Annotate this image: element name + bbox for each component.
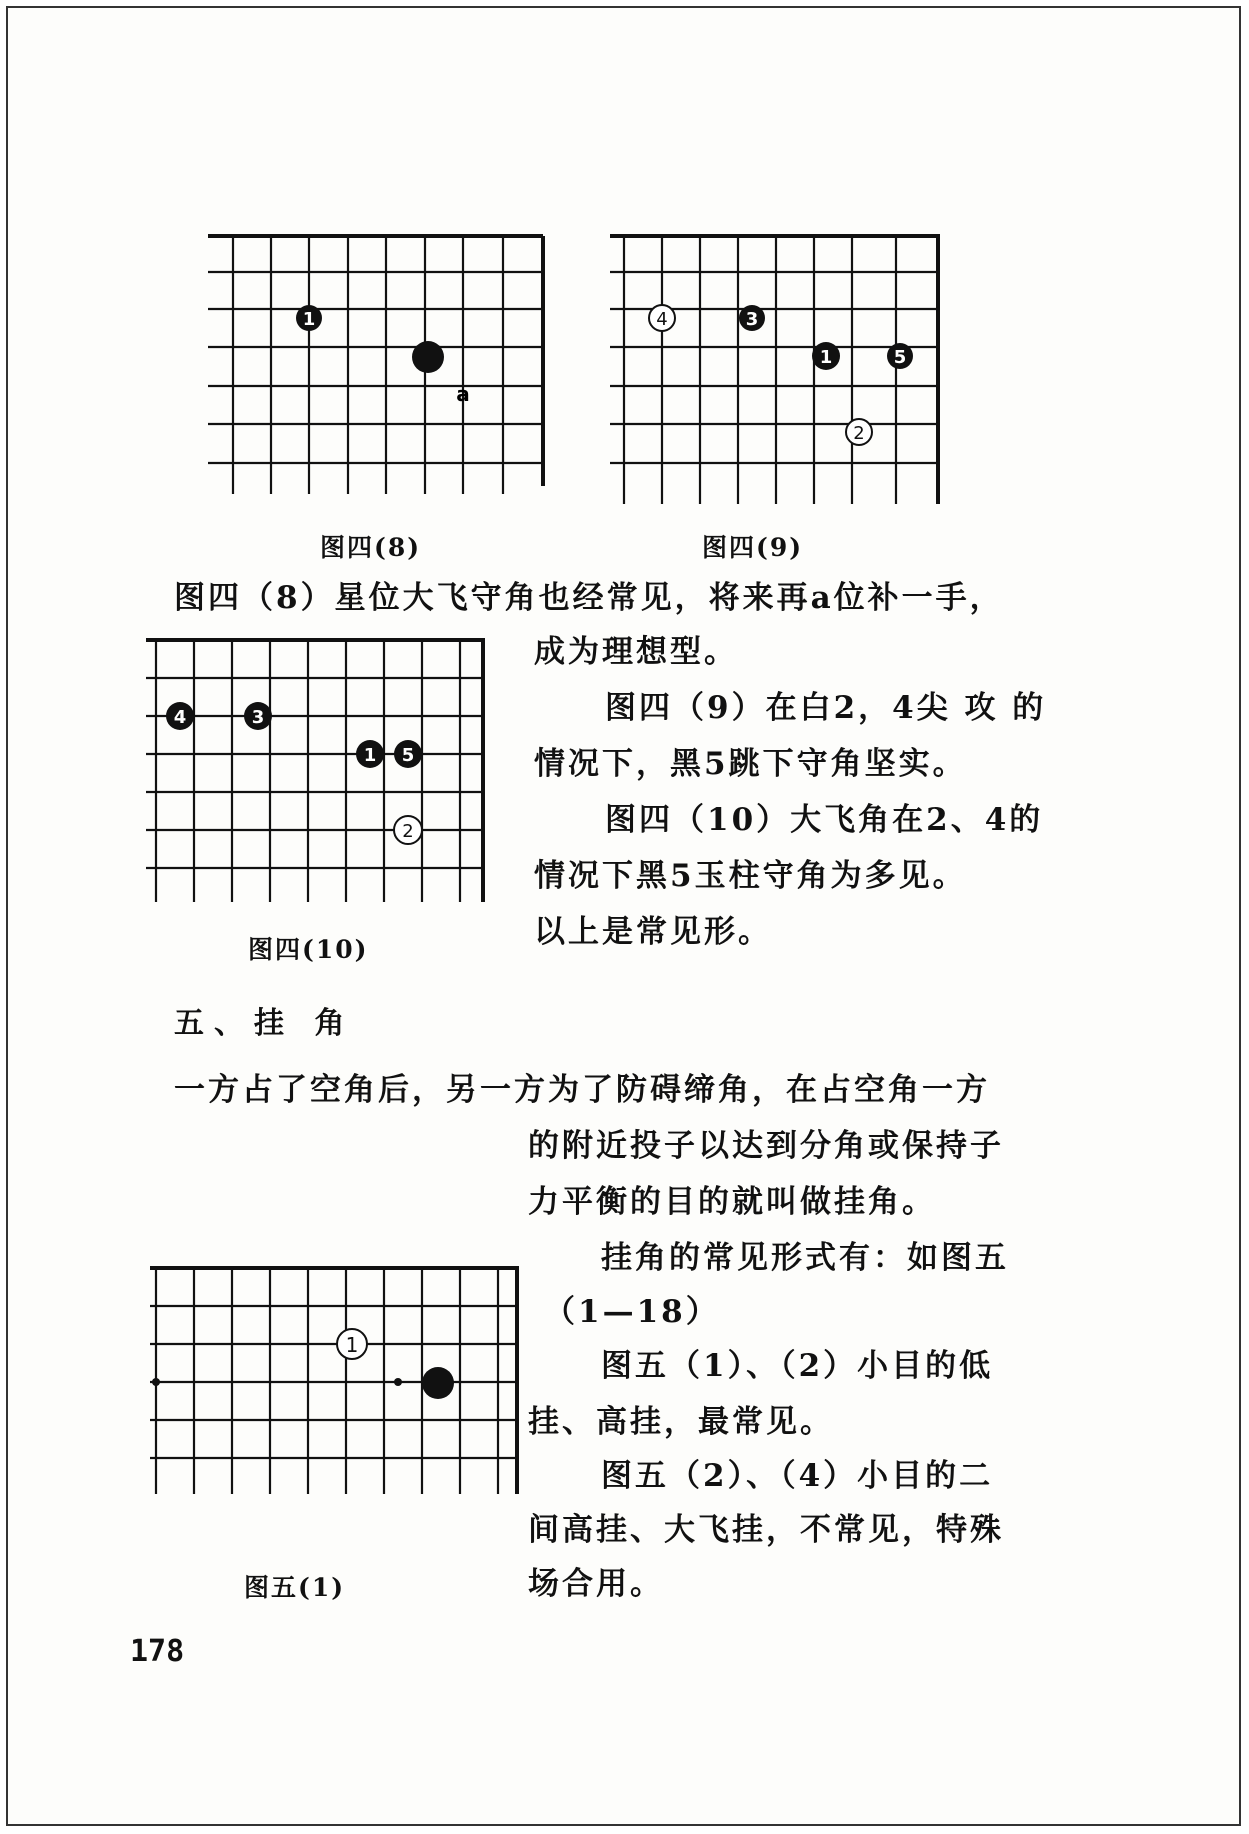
- go-board-fig4-10: [140, 630, 490, 910]
- paragraph-fig4-8-line1: 图四（8）星位大飞守角也经常见，将来再a位补一手，: [174, 580, 1004, 616]
- stone-label-1: 1: [819, 347, 833, 368]
- section-heading: 五、挂 角: [174, 1006, 355, 1041]
- paragraph-fig4-8-line2: 成为理想型。: [534, 634, 738, 670]
- stone-label-5: 5: [893, 347, 907, 368]
- stone-label-1: 1: [302, 309, 316, 330]
- grid-lines-fig4-10: [146, 640, 485, 902]
- stone-label-5: 5: [401, 745, 415, 766]
- caption-fig4-9: 图四(9): [702, 533, 804, 562]
- paragraph-fig5-2-line3: 场合用。: [528, 1566, 664, 1602]
- star-point-left: [152, 1378, 160, 1386]
- paragraph-forms-line1: 挂角的常见形式有：如图五: [601, 1240, 1009, 1276]
- black-stone: [412, 341, 444, 373]
- stone-label-1: 1: [345, 1333, 359, 1357]
- stone-label-2: 2: [853, 423, 865, 444]
- caption-fig4-8: 图四(8): [320, 533, 422, 562]
- board-svg-fig5-1: [144, 1262, 524, 1502]
- grid-lines-fig4-8: [208, 236, 543, 494]
- grid-lines-fig5-1: [150, 1268, 519, 1494]
- paragraph-fig4-9-line1: 图四（9）在白2，4尖 攻 的: [605, 690, 1047, 726]
- paragraph-definition-line1: 一方占了空角后，另一方为了防碍缔角，在占空角一方: [174, 1072, 990, 1108]
- paragraph-fig4-10-line1: 图四（10）大飞角在2、4的: [605, 802, 1044, 838]
- book-page: [6, 6, 1241, 1826]
- stone-label-4: 4: [656, 309, 668, 330]
- black-stone: [422, 1367, 454, 1399]
- point-marker-a: a: [456, 382, 470, 406]
- stone-label-1: 1: [363, 745, 377, 766]
- paragraph-definition-line2: 的附近投子以达到分角或保持子: [528, 1128, 1004, 1164]
- page-number: 178: [130, 1634, 185, 1669]
- caption-fig5-1: 图五(1): [244, 1573, 346, 1602]
- grid-lines-fig4-9: [610, 236, 940, 504]
- stone-label-3: 3: [251, 707, 265, 728]
- paragraph-definition-line3: 力平衡的目的就叫做挂角。: [528, 1184, 936, 1220]
- paragraph-forms-line2: （1—18）: [544, 1294, 720, 1330]
- star-point-right: [394, 1378, 402, 1386]
- paragraph-fig5-1-line1: 图五（1）、（2）小目的低: [601, 1348, 994, 1384]
- board-svg-fig4-10: [140, 630, 490, 910]
- go-board-fig4-9: [602, 226, 952, 511]
- stone-label-3: 3: [745, 309, 759, 330]
- stone-label-4: 4: [173, 707, 187, 728]
- board-svg-fig4-9: [602, 226, 952, 511]
- paragraph-fig4-10-line3: 以上是常见形。: [534, 914, 772, 950]
- stone-label-2: 2: [402, 821, 414, 842]
- go-board-fig4-8: [188, 226, 548, 506]
- paragraph-fig5-1-line2: 挂、高挂，最常见。: [528, 1404, 834, 1440]
- paragraph-fig4-9-line2: 情况下，黑5跳下守角坚实。: [534, 746, 967, 782]
- paragraph-fig5-2-line1: 图五（2）、（4）小目的二: [601, 1458, 994, 1494]
- go-board-fig5-1: [144, 1262, 524, 1502]
- paragraph-fig4-10-line2: 情况下黑5玉柱守角为多见。: [534, 858, 967, 894]
- board-svg-fig4-8: [188, 226, 548, 506]
- caption-fig4-10: 图四(10): [248, 935, 369, 964]
- paragraph-fig5-2-line2: 间高挂、大飞挂，不常见，特殊: [528, 1512, 1004, 1548]
